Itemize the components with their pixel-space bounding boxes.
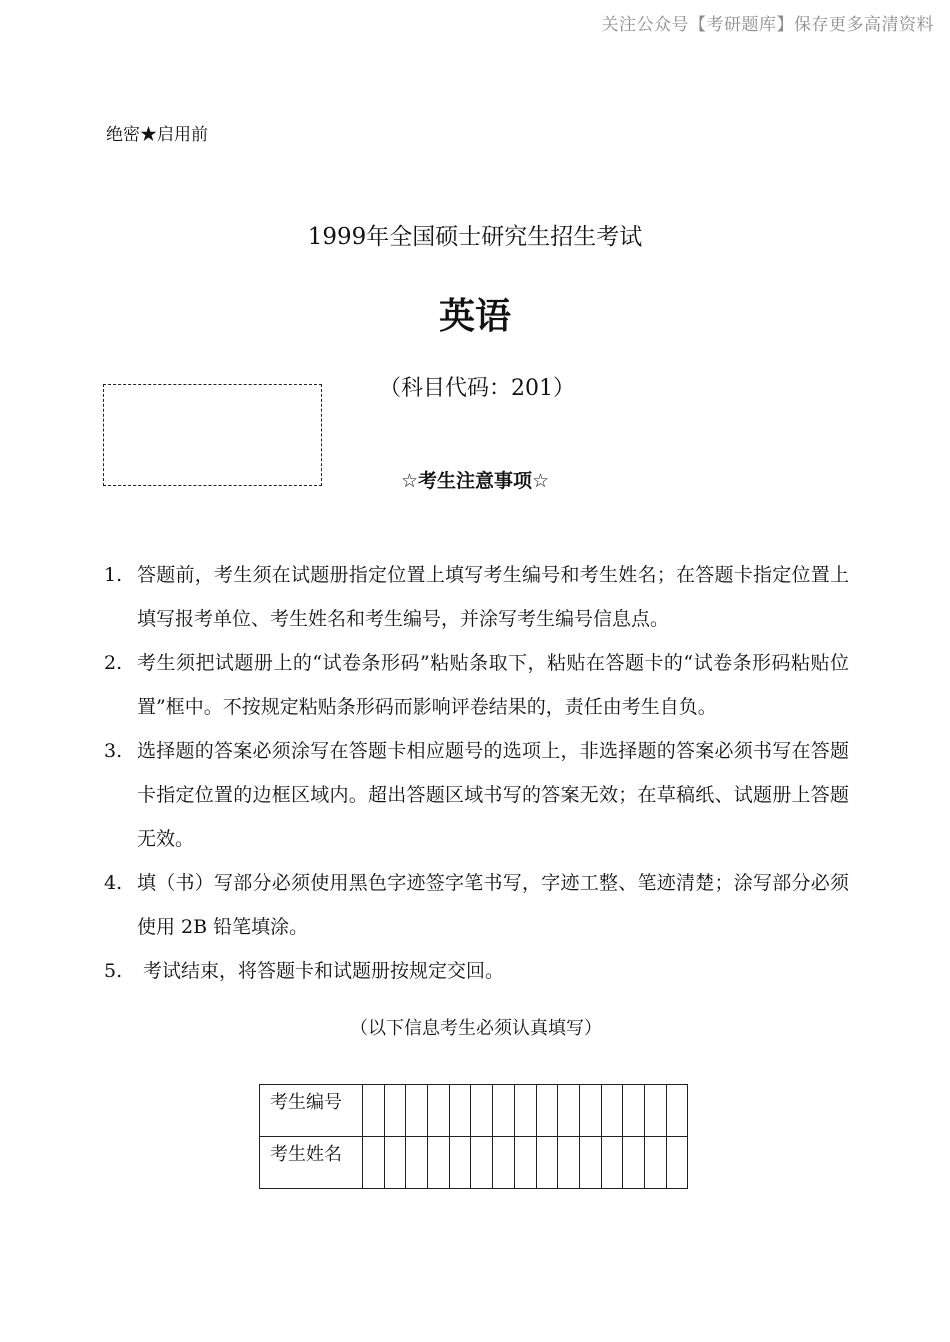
candidate-number-row — [260, 1085, 688, 1137]
entry-cell[interactable] — [493, 1085, 515, 1137]
entry-cell[interactable] — [406, 1085, 428, 1137]
notice-number: 1. — [104, 564, 123, 586]
notice-number: 2. — [104, 652, 123, 674]
watermark-text: 关注公众号【考研题库】保存更多高清资料 — [601, 15, 934, 35]
entry-cell[interactable] — [579, 1085, 601, 1137]
notice-item — [104, 553, 849, 641]
entry-cell[interactable] — [428, 1085, 450, 1137]
entry-cell[interactable] — [666, 1137, 688, 1189]
entry-cell[interactable] — [579, 1137, 601, 1189]
notice-list — [104, 553, 849, 993]
row-label: 考生姓名 — [260, 1137, 363, 1189]
entry-cell[interactable] — [384, 1137, 406, 1189]
notice-item — [104, 949, 849, 993]
entry-cell[interactable] — [644, 1085, 666, 1137]
notice-text: 填（书）写部分必须使用黑色字迹签字笔书写，字迹工整、笔迹清楚；涂写部分必须使用 2B 铅笔填涂。 — [137, 872, 849, 938]
notice-item — [104, 861, 849, 949]
entry-cell[interactable] — [363, 1137, 385, 1189]
entry-cell[interactable] — [536, 1085, 558, 1137]
notice-number: 3. — [104, 740, 123, 762]
entry-cell[interactable] — [558, 1137, 580, 1189]
notice-text: 答题前，考生须在试题册指定位置上填写考生编号和考生姓名；在答题卡指定位置上填写报考单位、考生姓名和考生编号，并涂写考生编号信息点。 — [137, 564, 849, 630]
notice-item — [104, 641, 849, 729]
notice-text: 考试结束，将答题卡和试题册按规定交回。 — [137, 960, 505, 982]
entry-cell[interactable] — [558, 1085, 580, 1137]
notice-heading: ☆考生注意事项☆ — [400, 470, 550, 492]
entry-cell[interactable] — [601, 1085, 623, 1137]
entry-cell[interactable] — [471, 1085, 493, 1137]
entry-cell[interactable] — [493, 1137, 515, 1189]
notice-number: 5. — [104, 960, 123, 982]
row-label: 考生编号 — [260, 1085, 363, 1137]
entry-cell[interactable] — [449, 1085, 471, 1137]
entry-cell[interactable] — [471, 1137, 493, 1189]
fill-instruction: （以下信息考生必须认真填写） — [350, 1018, 602, 1039]
notice-number: 4. — [104, 872, 123, 894]
entry-cell[interactable] — [644, 1137, 666, 1189]
notice-item — [104, 729, 849, 861]
entry-cell[interactable] — [666, 1085, 688, 1137]
entry-cell[interactable] — [428, 1137, 450, 1189]
subject-title: 英语 — [438, 296, 511, 337]
subject-code: （科目代码：201） — [379, 376, 575, 401]
entry-cell[interactable] — [363, 1085, 385, 1137]
entry-cell[interactable] — [601, 1137, 623, 1189]
entry-cell[interactable] — [623, 1085, 645, 1137]
entry-cell[interactable] — [384, 1085, 406, 1137]
exam-title: 1999年全国硕士研究生招生考试 — [307, 224, 643, 250]
entry-cell[interactable] — [406, 1137, 428, 1189]
entry-cell[interactable] — [514, 1137, 536, 1189]
entry-cell[interactable] — [514, 1085, 536, 1137]
candidate-info-table — [259, 1084, 688, 1189]
notice-text: 考生须把试题册上的“试卷条形码”粘贴条取下，粘贴在答题卡的“试卷条形码粘贴位置”框中。不按规定粘贴条形码而影响评卷结果的，责任由考生自负。 — [137, 652, 849, 718]
candidate-name-row — [260, 1137, 688, 1189]
entry-cell[interactable] — [623, 1137, 645, 1189]
entry-cell[interactable] — [536, 1137, 558, 1189]
confidential-mark: 绝密★启用前 — [106, 125, 208, 145]
notice-text: 选择题的答案必须涂写在答题卡相应题号的选项上，非选择题的答案必须书写在答题卡指定位置的边框区域内。超出答题区域书写的答案无效；在草稿纸、试题册上答题无效。 — [137, 740, 849, 850]
entry-cell[interactable] — [449, 1137, 471, 1189]
